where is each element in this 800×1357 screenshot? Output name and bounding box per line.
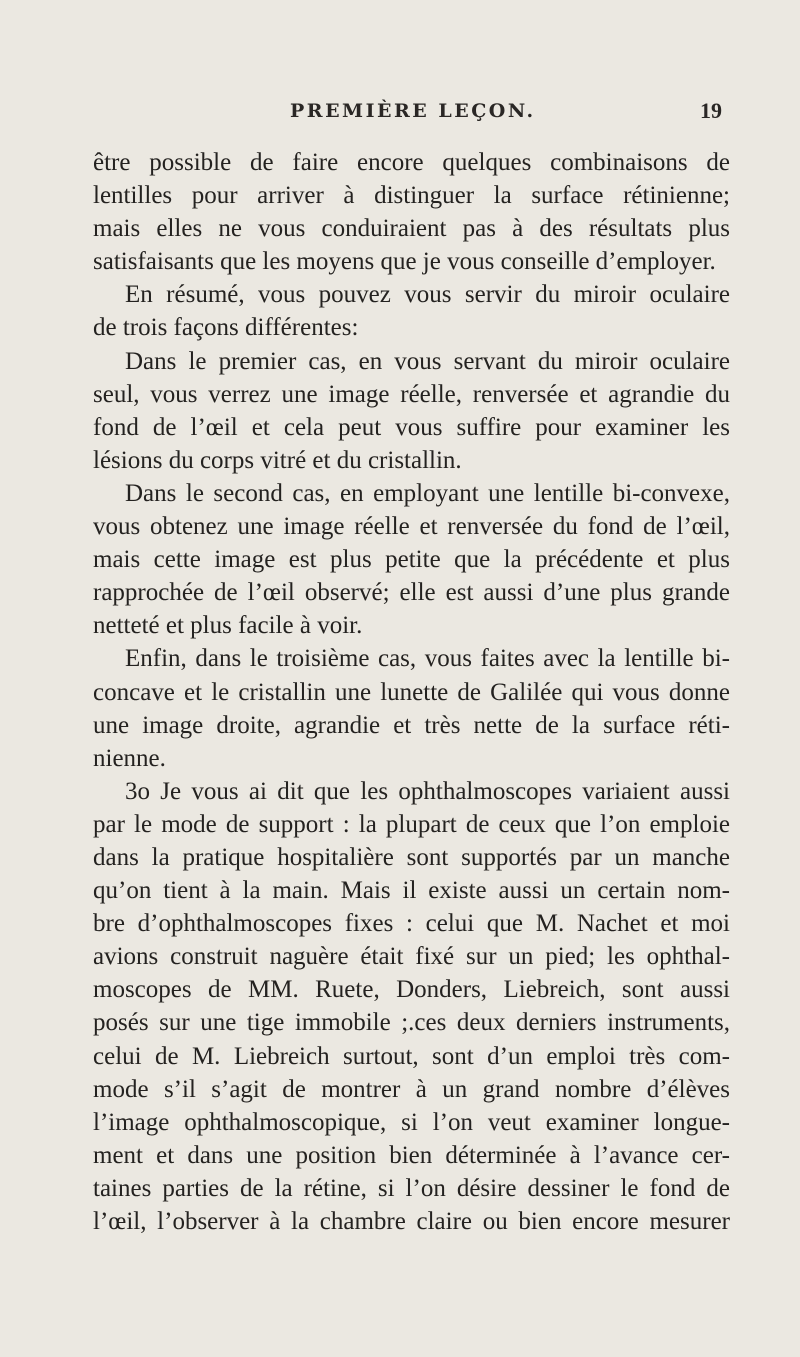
text-line: dans la pratique hospitalière sont supportés par un manche: [93, 843, 730, 871]
text-line: concave et le cristallin une lunette de Galilée qui vous donne: [93, 678, 730, 706]
text-line: de trois façons différentes:: [93, 314, 359, 342]
text-line: être possible de faire encore quelques combinaisons de: [93, 149, 730, 176]
text-line: seul, vous verrez une image réelle, renversée et agrandie du: [93, 380, 730, 408]
body-text: [93, 146, 730, 1238]
page-number: 19: [700, 98, 722, 123]
text-line: vous obtenez une image réelle et renversée du fond de l’œil,: [93, 513, 730, 541]
text-line: nienne.: [93, 744, 166, 772]
text-line: une image droite, agrandie et très nette de la surface réti-: [93, 711, 730, 739]
running-title: PREMIÈRE LEÇON.: [290, 100, 536, 122]
text-line: avions construit naguère était fixé sur un pied; les ophthal-: [93, 943, 730, 971]
text-line: mode s’il s’agit de montrer à un grand nombre d’élèves: [93, 1075, 730, 1103]
text-line: celui de M. Liebreich surtout, sont d’un emploi très com-: [93, 1042, 730, 1070]
text-line: par le mode de support : la plupart de ceux que l’on emploie: [93, 810, 730, 838]
text-line: moscopes de MM. Ruete, Donders, Liebreich, sont aussi: [93, 976, 730, 1004]
text-line: taines parties de la rétine, si l’on désire dessiner le fond de: [93, 1174, 730, 1202]
page-header: [0, 94, 800, 134]
text-line: mais elles ne vous conduiraient pas à des résultats plus: [93, 215, 730, 243]
text-line: 3o Je vous ai dit que les ophthalmoscopes variaient aussi: [125, 777, 730, 805]
text-line: posés sur une tige immobile ;.ces deux derniers instruments,: [93, 1009, 730, 1037]
text-line: Dans le second cas, en employant une lentille bi-convexe,: [125, 479, 730, 507]
text-line: netteté et plus facile à voir.: [93, 612, 363, 640]
text-line: l’œil, l’observer à la chambre claire ou bien encore mesurer: [93, 1208, 730, 1235]
text-line: Dans le premier cas, en vous servant du miroir oculaire: [125, 347, 730, 375]
text-line: mais cette image est plus petite que la précédente et plus: [93, 546, 730, 574]
text-line: En résumé, vous pouvez vous servir du miroir oculaire: [125, 281, 730, 309]
text-line: ment et dans une position bien déterminée à l’avance cer-: [93, 1141, 730, 1169]
text-line: lentilles pour arriver à distinguer la surface rétinienne;: [93, 182, 730, 210]
text-line: fond de l’œil et cela peut vous suffire pour examiner les: [93, 413, 730, 441]
text-line: Enfin, dans le troisième cas, vous faites avec la lentille bi-: [125, 645, 730, 673]
text-line: bre d’ophthalmoscopes fixes : celui que M. Nachet et moi: [93, 910, 730, 938]
text-line: l’image ophthalmoscopique, si l’on veut examiner longue-: [93, 1108, 730, 1136]
text-line: lésions du corps vitré et du cristallin.: [93, 446, 462, 474]
text-line: qu’on tient à la main. Mais il existe aussi un certain nom-: [93, 877, 730, 905]
text-line: satisfaisants que les moyens que je vous conseille d’employer.: [93, 248, 716, 276]
text-line: rapprochée de l’œil observé; elle est aussi d’une plus grande: [93, 579, 730, 607]
